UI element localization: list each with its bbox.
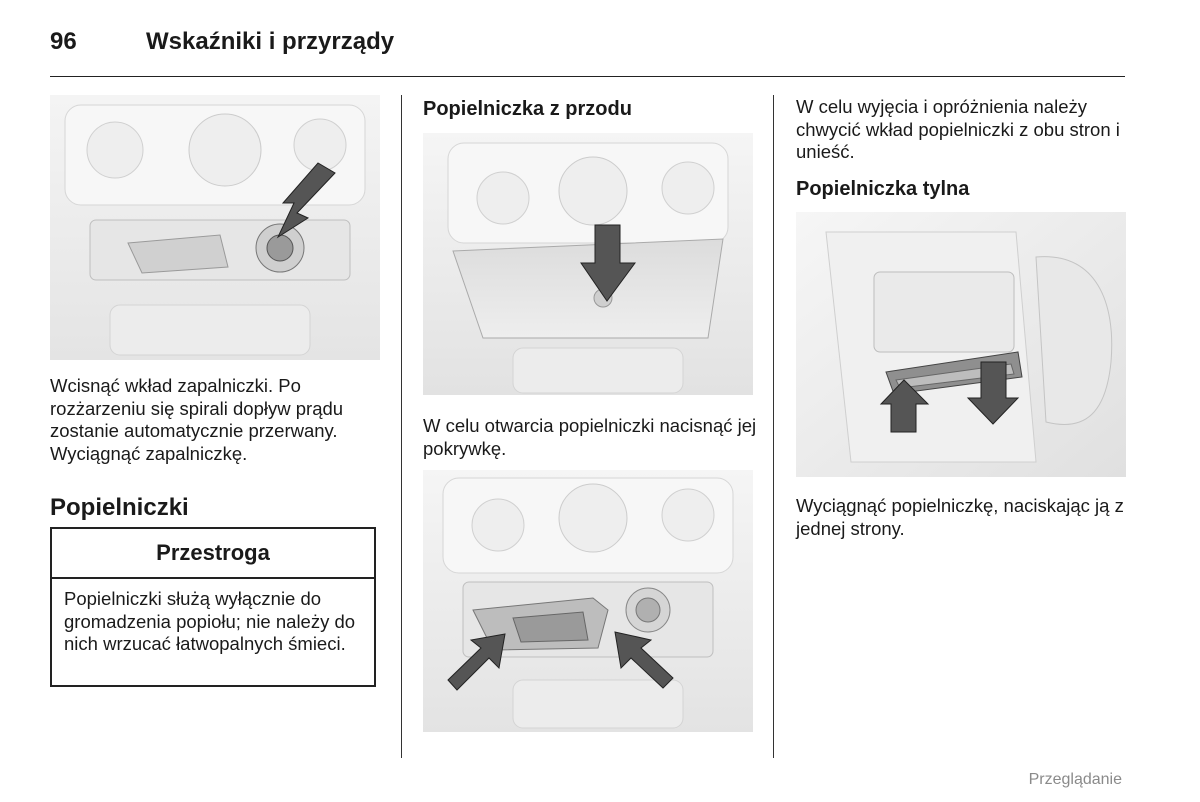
front-ashtray-press-illustration-icon — [423, 133, 753, 395]
ashtrays-heading: Popielniczki — [50, 494, 189, 521]
front-ashtray-heading: Popielniczka z przodu — [423, 98, 632, 120]
front-ashtray-remove-figure — [423, 470, 753, 732]
caution-heading: Przestroga — [52, 529, 374, 579]
rear-ashtray-figure — [796, 212, 1126, 477]
rear-ashtray-paragraph: Wyciągnąć popielniczkę, naciskając ją z jednej strony. — [796, 495, 1124, 539]
page-title: Wskaźniki i przyrządy — [146, 28, 395, 55]
header-rule — [50, 76, 1125, 77]
column-divider-left — [401, 95, 402, 758]
caution-text: Popielniczki służą wyłącznie do gromadzenia popiołu; nie należy do nich wrzucać łatwopalnych śmieci. — [64, 588, 356, 654]
rear-ashtray-heading: Popielniczka tylna — [796, 178, 970, 200]
cigarette-lighter-illustration-icon — [50, 95, 380, 360]
cigarette-lighter-figure — [50, 95, 380, 360]
lighter-paragraph: Wcisnąć wkład zapalniczki. Po rozżarzeniu się spirali dopływ prądu zostanie automatycznie przerwany. Wyciągnąć zapalniczkę. — [50, 375, 344, 464]
remove-ashtray-paragraph: W celu wyjęcia i opróżnienia należy chwycić wkład popielniczki z obu stron i unieść. — [796, 96, 1120, 162]
front-ashtray-open-figure — [423, 133, 753, 395]
caution-box — [50, 527, 376, 687]
rear-ashtray-illustration-icon — [796, 212, 1126, 477]
page-number: 96 — [50, 28, 77, 55]
column-divider-right — [773, 95, 774, 758]
footer-label[interactable]: Przeglądanie — [1028, 771, 1122, 788]
front-ashtray-remove-illustration-icon — [423, 470, 753, 732]
front-ashtray-paragraph: W celu otwarcia popielniczki nacisnąć jej pokrywkę. — [423, 415, 757, 459]
